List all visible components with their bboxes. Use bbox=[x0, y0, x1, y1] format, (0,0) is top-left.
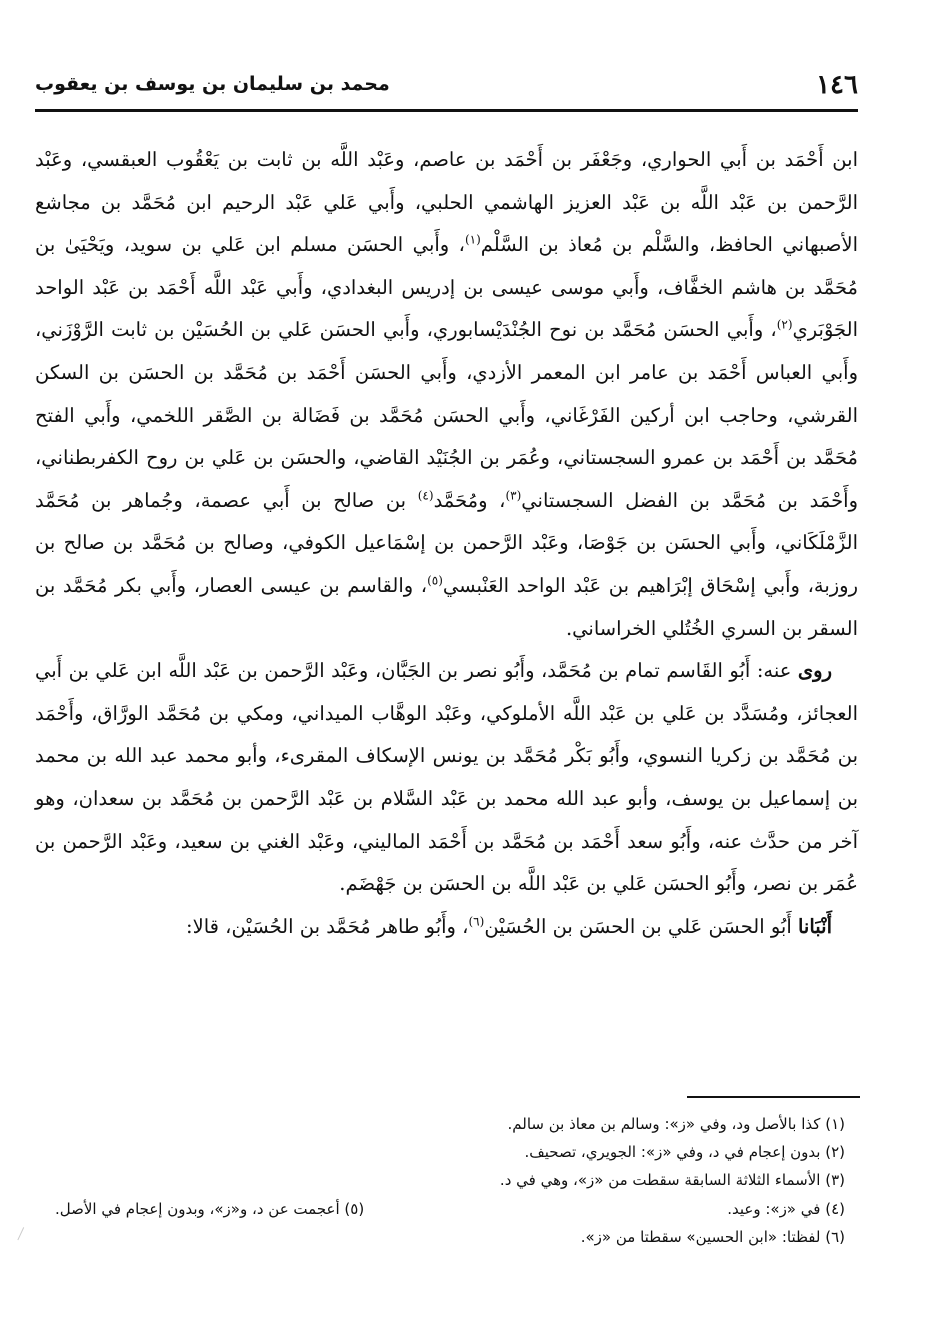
footnotes bbox=[55, 1110, 845, 1251]
footnote-text: أعجمت عن د، و«ز»، وبدون إعجام في الأصل. bbox=[55, 1199, 340, 1218]
footnote-item bbox=[55, 1166, 845, 1194]
footnote-marker[interactable]: (١) bbox=[464, 232, 481, 247]
footnote-number: (٢) bbox=[825, 1143, 845, 1162]
section-lead-word: روى bbox=[797, 659, 832, 683]
footnote-row-double bbox=[55, 1195, 845, 1223]
paragraph-text: أَبُو الحسَن عَلي بن الحسَن بن الحُسَيْن bbox=[484, 914, 798, 938]
footnote-item bbox=[55, 1195, 364, 1223]
header-rule bbox=[35, 109, 858, 112]
footnote-item bbox=[727, 1195, 845, 1223]
footnote-text: كذا بالأصل ود، وفي «ز»: وسالم بن معاذ بن سالم. bbox=[507, 1115, 821, 1133]
footnote-number: (٦) bbox=[825, 1227, 845, 1246]
footnote-item bbox=[55, 1223, 845, 1251]
footnote-number: (٣) bbox=[825, 1171, 845, 1190]
footnote-number: (٥) bbox=[344, 1199, 365, 1218]
footnote-number: (٤) bbox=[825, 1199, 845, 1218]
footnote-rule bbox=[687, 1096, 860, 1098]
page-header bbox=[35, 60, 858, 110]
footnote-text: لفظتا: «ابن الحسين» سقطتا من «ز». bbox=[580, 1227, 821, 1246]
section-lead-word: أَنْبَانا bbox=[797, 914, 832, 938]
footnote-marker[interactable]: (٢) bbox=[776, 317, 793, 332]
paragraph-teachers bbox=[35, 139, 858, 650]
footnote-marker[interactable]: (٣) bbox=[505, 488, 522, 503]
paragraph-chain bbox=[35, 906, 858, 949]
footnote-text: بدون إعجام في د، وفي «ز»: الجويري، تصحيف. bbox=[524, 1143, 821, 1162]
main-text bbox=[35, 139, 858, 948]
paragraph-text: ، وأَبُو طاهر مُحَمَّد بن الحُسَيْن، قالا: bbox=[186, 914, 469, 938]
footnote-item bbox=[55, 1138, 845, 1166]
footnote-marker[interactable]: (٤) bbox=[417, 488, 434, 503]
paragraph-text: ابن أَحْمَد بن أَبي الحواري، وجَعْفَر بن أَحْمَد بن عاصم، وعَبْد اللَّه بن ثابت بن يَعْقُوب العبقسي، وعَبْد الرَّحمن بن عَبْد اللَّه بن عَبْد العزيز الهاشمي الحلبي، وأَبي عَلي عَبْد الرحيم ابن مُحَمَّد بن مجاشع الأصبهاني الحافظ، والسَّلْم بن مُعاذ بن السَّلْم bbox=[35, 148, 858, 257]
paragraph-text: عنه: أَبُو القَاسم تمام بن مُحَمَّد، وأَبُو نصر بن الجَبَّان، وعَبْد الرَّحمن بن عَبْد اللَّه ابن عَلي بن أَبي العجائز، ومُسَدَّد بن عَلي بن عَبْد اللَّه الأملوكي، وعَبْد الوهَّاب الميداني، ومكي بن مُحَمَّد الورَّاق، وأَحْمَد بن مُحَمَّد بن زكريا النسوي، وأَبُو بَكْر مُحَمَّد بن يونس الإسكاف المقرىء، وأبو محمد عبد الله بن محمد بن إسماعيل بن يوسف، وأبو عبد الله محمد بن عَبْد السَّلام بن عَبْد الرَّحمن بن مُحَمَّد بن سعدان، وهو آخر من حدَّث عنه، وأَبُو سعد أَحْمَد بن مُحَمَّد بن أَحْمَد الماليني، وعَبْد الغني بن سعيد، وعَبْد الرَّحمن بن عُمَر بن نصر، وأَبُو الحسَن عَلي بن عَبْد اللَّه بن الحسَن بن جَهْضَم. bbox=[35, 659, 858, 896]
paragraph-text: ، وأَبي الحسَن مُحَمَّد بن نوح الجُنْدَيْسابوري، وأَبي الحسَن عَلي بن الحُسَيْن بن ثابت الرَّوْزَني، وأَبي العباس أَحْمَد بن عامر ابن المعمر الأزدي، وأَبي الحسَن أَحْمَد بن مُحَمَّد بن الحسَن بن السكن القرشي، وحاجب ابن أركين الفَرْغَاني، وأَبي الحسَن مُحَمَّد بن فَضَالة بن الصَّقر اللخمي، وأَبي الفتح مُحَمَّد بن أَحْمَد بن عمرو السجستاني، وعُمَر بن الجُنَيْد القاضي، والحسَن بن عَلي بن روح الكفربطناني، وأَحْمَد بن مُحَمَّد بن الفضل السجستاني bbox=[35, 318, 858, 512]
footnote-number: (١) bbox=[825, 1115, 845, 1133]
scan-speck bbox=[17, 1227, 29, 1243]
paragraph-narrators bbox=[35, 650, 858, 906]
paragraph-text: ، ومُحَمَّد bbox=[433, 488, 506, 512]
running-title: محمد بن سليمان بن يوسف بن يعقوب bbox=[35, 73, 390, 95]
footnote-item bbox=[55, 1110, 845, 1138]
paragraph-text: ، وأَبي الحسَن مسلم ابن عَلي بن سويد، ويَحْيَىٰ بن مُحَمَّد بن هاشم الخفَّاف، وأَبي موسى عيسى بن إدريس البغدادي، وأَبي عَبْد اللَّه أَحْمَد بن عَبْد الواحد الجَوْبَري bbox=[35, 233, 858, 342]
footnote-text: الأسماء الثلاثة السابقة سقطت من «ز»، وهي في د. bbox=[499, 1171, 821, 1190]
footnote-marker[interactable]: (٥) bbox=[427, 573, 443, 588]
footnote-marker[interactable]: (٦) bbox=[468, 914, 485, 929]
footnote-text: في «ز»: وعيد. bbox=[727, 1199, 821, 1218]
paragraph-text: بن صالح بن أَبي عصمة، وجُماهر بن مُحَمَّد الزَّمْلَكَاني، وأَبي الحسَن بن جَوْصَا، وعَبْد الرَّحمن بن إسْمَاعيل الكوفي، وصالح بن مُحَمَّد بن صالح بن روزبة، وأَبي إسْحَاق إبْرَاهيم بن عَبْد الواحد العَنْبسي bbox=[35, 488, 858, 597]
paragraph-text: ، والقاسم بن عيسى العصار، وأَبي بكر مُحَمَّد بن السقر بن السري الخُتُلي الخراساني. bbox=[35, 573, 858, 640]
page-number: ١٤٦ bbox=[816, 70, 858, 100]
